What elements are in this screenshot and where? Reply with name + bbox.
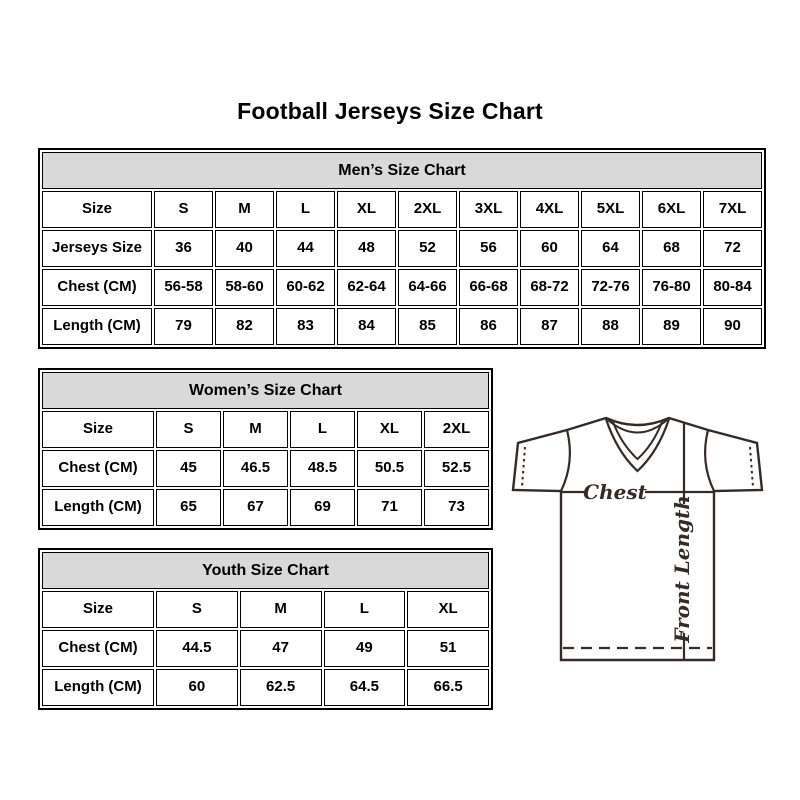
- table-title-row: [42, 152, 762, 189]
- size-value-cell: 87: [520, 308, 579, 345]
- size-value-cell: 69: [290, 489, 355, 526]
- armhole-seam-left: [561, 430, 570, 491]
- size-header-cell: 3XL: [459, 191, 518, 228]
- chest-measure-label: Chest: [583, 480, 647, 504]
- size-value-cell: 56: [459, 230, 518, 267]
- size-value-cell: 60: [156, 669, 238, 706]
- size-value-cell: 68: [642, 230, 701, 267]
- row-label: Size: [42, 191, 152, 228]
- size-header-cell: S: [154, 191, 213, 228]
- size-header-cell: S: [156, 591, 238, 628]
- size-value-cell: 40: [215, 230, 274, 267]
- size-value-cell: 66.5: [407, 669, 489, 706]
- size-value-cell: 45: [156, 450, 221, 487]
- size-header-cell: M: [215, 191, 274, 228]
- size-value-cell: 58-60: [215, 269, 274, 306]
- size-header-cell: S: [156, 411, 221, 448]
- row-label: Chest (CM): [42, 450, 154, 487]
- size-header-cell: 7XL: [703, 191, 762, 228]
- table-row: [42, 269, 762, 306]
- size-value-cell: 79: [154, 308, 213, 345]
- size-header-cell: M: [223, 411, 288, 448]
- size-value-cell: 60-62: [276, 269, 335, 306]
- size-header-cell: L: [276, 191, 335, 228]
- row-label: Chest (CM): [42, 269, 152, 306]
- size-header-cell: L: [324, 591, 406, 628]
- size-value-cell: 47: [240, 630, 322, 667]
- size-header-cell: 5XL: [581, 191, 640, 228]
- size-value-cell: 60: [520, 230, 579, 267]
- size-value-cell: 51: [407, 630, 489, 667]
- page-title: Football Jerseys Size Chart: [237, 98, 543, 124]
- size-header-cell: XL: [337, 191, 396, 228]
- size-value-cell: 65: [156, 489, 221, 526]
- size-value-cell: 72-76: [581, 269, 640, 306]
- size-value-cell: 82: [215, 308, 274, 345]
- size-value-cell: 85: [398, 308, 457, 345]
- mens-size-table: [38, 148, 766, 349]
- jersey-outline: [513, 418, 762, 660]
- row-label: Length (CM): [42, 308, 152, 345]
- size-header-cell: 4XL: [520, 191, 579, 228]
- table-row: [42, 308, 762, 345]
- size-value-cell: 89: [642, 308, 701, 345]
- table-row: [42, 489, 489, 526]
- jersey-measurement-diagram: [505, 398, 780, 683]
- size-value-cell: 52.5: [424, 450, 489, 487]
- cuff-stitch-right: [750, 447, 753, 487]
- size-value-cell: 48: [337, 230, 396, 267]
- table-row: [42, 591, 489, 628]
- row-label: Size: [42, 411, 154, 448]
- size-value-cell: 62.5: [240, 669, 322, 706]
- table-row: [42, 669, 489, 706]
- size-value-cell: 90: [703, 308, 762, 345]
- row-label: Size: [42, 591, 154, 628]
- table-title: Women’s Size Chart: [42, 372, 489, 409]
- size-value-cell: 64-66: [398, 269, 457, 306]
- size-value-cell: 73: [424, 489, 489, 526]
- size-value-cell: 64.5: [324, 669, 406, 706]
- size-value-cell: 48.5: [290, 450, 355, 487]
- size-value-cell: 71: [357, 489, 422, 526]
- size-header-cell: 6XL: [642, 191, 701, 228]
- size-value-cell: 76-80: [642, 269, 701, 306]
- size-value-cell: 88: [581, 308, 640, 345]
- size-value-cell: 46.5: [223, 450, 288, 487]
- size-value-cell: 44.5: [156, 630, 238, 667]
- table-row: [42, 450, 489, 487]
- row-label: Length (CM): [42, 489, 154, 526]
- size-value-cell: 68-72: [520, 269, 579, 306]
- table-row: [42, 411, 489, 448]
- size-value-cell: 62-64: [337, 269, 396, 306]
- row-label: Length (CM): [42, 669, 154, 706]
- size-value-cell: 44: [276, 230, 335, 267]
- armhole-seam-right: [705, 430, 714, 491]
- table-title-row: [42, 372, 489, 409]
- size-value-cell: 36: [154, 230, 213, 267]
- size-value-cell: 72: [703, 230, 762, 267]
- cuff-stitch-left: [522, 447, 525, 487]
- row-label: Jerseys Size: [42, 230, 152, 267]
- table-title: Youth Size Chart: [42, 552, 489, 589]
- size-value-cell: 84: [337, 308, 396, 345]
- table-title: Men’s Size Chart: [42, 152, 762, 189]
- size-value-cell: 64: [581, 230, 640, 267]
- size-header-cell: M: [240, 591, 322, 628]
- table-title-row: [42, 552, 489, 589]
- size-value-cell: 56-58: [154, 269, 213, 306]
- size-value-cell: 66-68: [459, 269, 518, 306]
- size-value-cell: 49: [324, 630, 406, 667]
- womens-size-table: [38, 368, 493, 530]
- size-value-cell: 86: [459, 308, 518, 345]
- size-header-cell: XL: [407, 591, 489, 628]
- front-length-measure-label: Front Length: [670, 495, 694, 643]
- size-value-cell: 83: [276, 308, 335, 345]
- table-row: [42, 191, 762, 228]
- row-label: Chest (CM): [42, 630, 154, 667]
- size-value-cell: 80-84: [703, 269, 762, 306]
- size-value-cell: 52: [398, 230, 457, 267]
- size-header-cell: 2XL: [424, 411, 489, 448]
- table-row: [42, 630, 489, 667]
- size-header-cell: L: [290, 411, 355, 448]
- size-header-cell: XL: [357, 411, 422, 448]
- size-value-cell: 50.5: [357, 450, 422, 487]
- youth-size-table: [38, 548, 493, 710]
- size-header-cell: 2XL: [398, 191, 457, 228]
- table-row: [42, 230, 762, 267]
- size-value-cell: 67: [223, 489, 288, 526]
